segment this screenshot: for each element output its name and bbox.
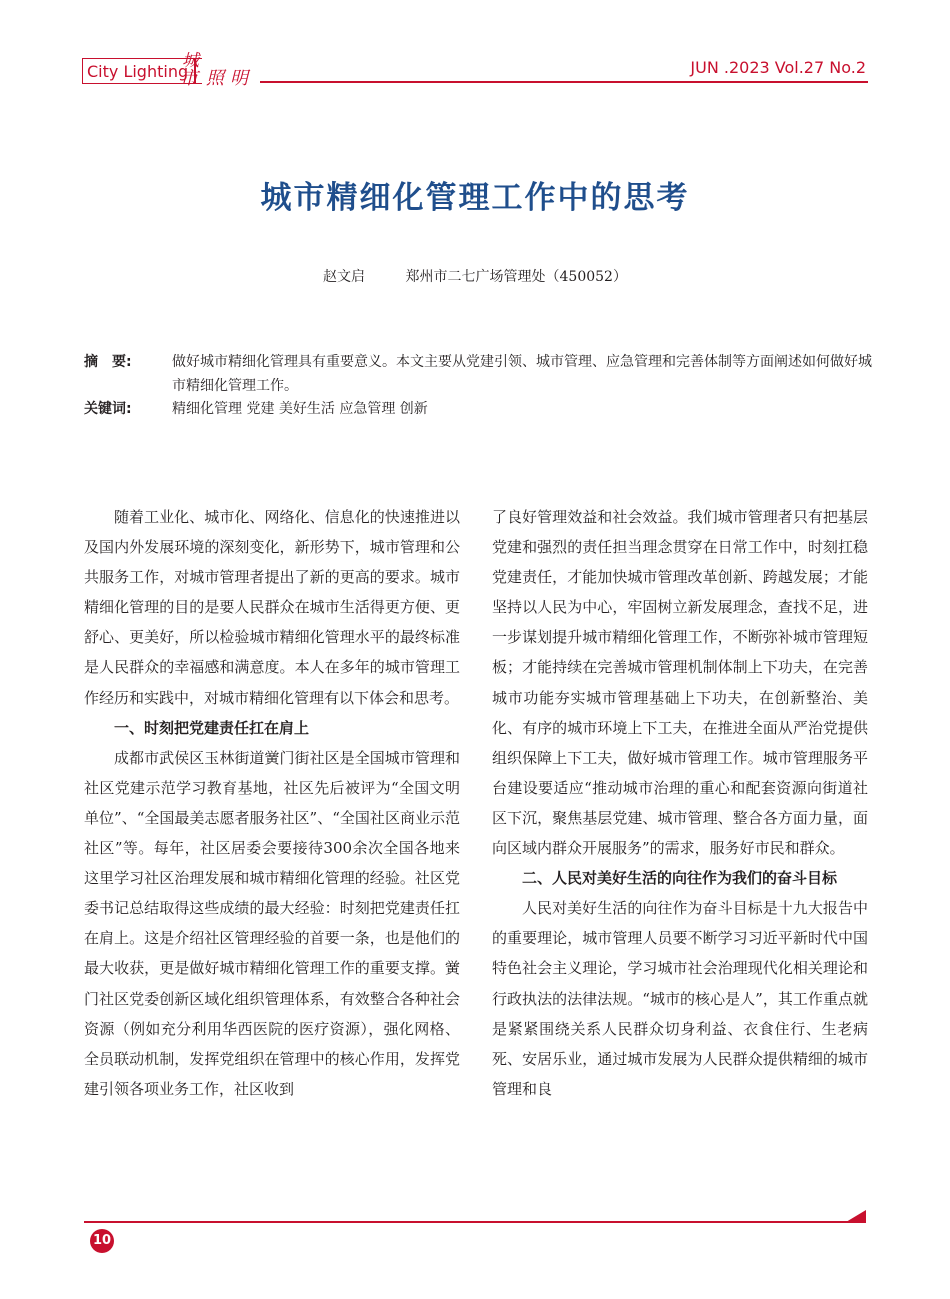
section-heading-2: 二、人民对美好生活的向往作为我们的奋斗目标 — [522, 869, 838, 888]
article-title: 城市精细化管理工作中的思考 — [260, 180, 690, 216]
footer-triangle-ornament — [846, 1210, 866, 1222]
author-name: 赵文启 — [323, 269, 366, 285]
journal-name-cn-char: 市 — [180, 68, 198, 89]
abstract-text: 做好城市精细化管理具有重要意义。本文主要从党建引领、城市管理、应急管理和完善体制等方面阐述如何做好城市精细化管理工作。 — [172, 354, 872, 394]
footer-rule — [84, 1221, 866, 1223]
byline — [0, 266, 950, 286]
page-number: 10 — [90, 1229, 114, 1253]
intro-paragraph: 随着工业化、城市化、网络化、信息化的快速推进以及国内外发展环境的深刻变化，新形势下，城市管理和公共服务工作，对城市管理者提出了新的更高的要求。城市精细化管理的目的是要人民群众在城市生活得更方便、更舒心、更美好，所以检验城市精细化管理水平的最终标准是人民群众的幸福感和满意度。本人在多年的城市管理工作经历和实践中，对城市精细化管理有以下体会和思考。 — [84, 508, 460, 707]
journal-name-cn — [180, 46, 260, 89]
body-column-left — [84, 502, 460, 1104]
abstract-label: 摘 要: — [84, 354, 132, 370]
header-rule — [260, 81, 868, 83]
issue-info: JUN .2023 Vol.27 No.2 — [690, 58, 866, 77]
page-header — [0, 0, 950, 90]
journal-name-cn-char: 照 — [206, 68, 224, 89]
journal-name-cn-char: 明 — [230, 68, 248, 89]
abstract — [84, 350, 874, 398]
section-heading-1: 一、时刻把党建责任扛在肩上 — [114, 718, 310, 737]
section2-paragraph: 人民对美好生活的向往作为奋斗目标是十九大报告中的重要理论，城市管理人员要不断学习习近平新时代中国特色社会主义理论，学习城市社会治理现代化相关理论和行政执法的法律法规。“城市的核心是人”，其工作重点就是紧紧围绕关系人民群众切身利益、衣食住行、生老病死、安居乐业，通过城市发展为人民群众提供精细的城市管理和良 — [492, 899, 868, 1098]
section1-paragraph: 成都市武侯区玉林街道黉门街社区是全国城市管理和社区党建示范学习教育基地，社区先后被评为“全国文明单位”、“全国最美志愿者服务社区”、“全国社区商业示范社区”等。每年，社区居委会要接待300余次全国各地来这里学习社区治理发展和城市精细化管理的经验。社区党委书记总结取得这些成绩的最大经验：时刻把党建责任扛在肩上。这是介绍社区管理经验的首要一条，也是他们的最大收获，更是做好城市精细化管理工作的重要支撑。黉门社区党委创新区域化组织管理体系，有效整合各种社会资源（例如充分利用华西医院的医疗资源），强化网格、全员联动机制，发挥党组织在管理中的核心作用，发挥党建引领各项业务工作，社区收到 — [84, 748, 460, 1098]
journal-name-cn-char: 城 — [182, 51, 199, 71]
section1-paragraph-continued: 了良好管理效益和社会效益。我们城市管理者只有把基层党建和强烈的责任担当理念贯穿在日常工作中，时刻扛稳党建责任，才能加快城市管理改革创新、跨越发展；才能坚持以人民为中心，牢固树立新发展理念，查找不足，进一步谋划提升城市精细化管理工作，不断弥补城市管理短板；才能持续在完善城市管理机制体制上下功夫，在完善城市功能夯实城市管理基础上下功夫，在创新整治、美化、有序的城市环境上下工夫，在推进全面从严治党提供组织保障上下工夫，做好城市管理工作。城市管理服务平台建设要适应“推动城市治理的重心和配套资源向街道社区下沉，聚焦基层党建、城市管理、整合各方面力量，面向区域内群众开展服务”的需求，服务好市民和群众。 — [492, 508, 868, 858]
body-column-right — [492, 502, 868, 1104]
keywords-label: 关键词: — [84, 401, 132, 417]
author-affiliation: 郑州市二七广场管理处（450052） — [405, 269, 627, 285]
journal-name-en: City Lighting — [87, 61, 189, 81]
keywords — [84, 397, 874, 421]
keywords-text: 精细化管理 党建 美好生活 应急管理 创新 — [172, 401, 428, 417]
